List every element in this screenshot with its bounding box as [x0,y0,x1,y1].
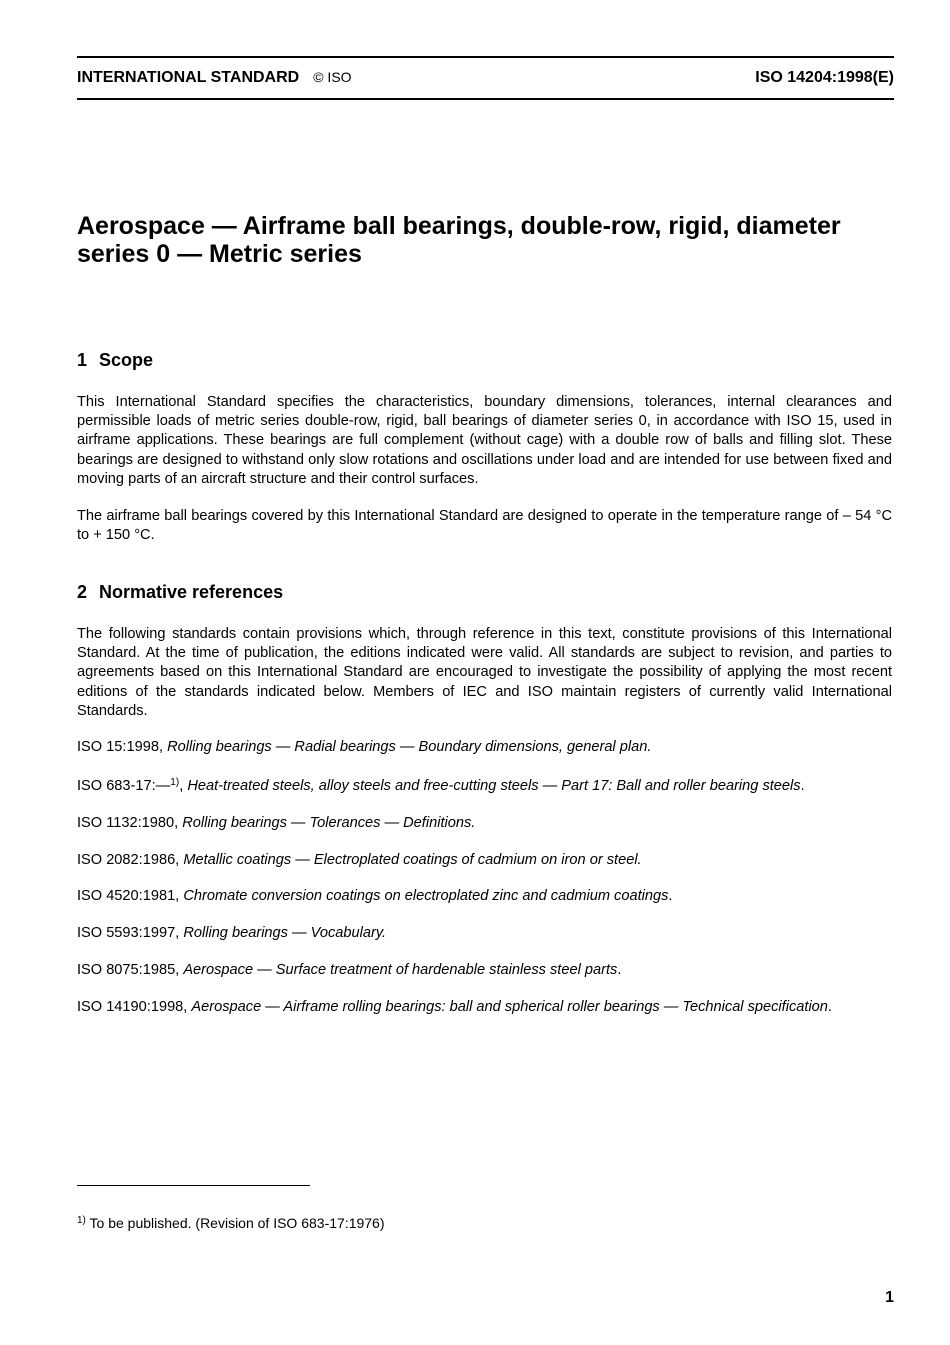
copyright-notice: © ISO [313,69,352,85]
footnote-mark: 1) [77,1215,86,1226]
reference-code: ISO 683-17:— [77,778,171,794]
reference-item [77,738,892,757]
reference-item [77,924,892,943]
reference-title: Aerospace — Airframe rolling bearings: ball and spherical roller bearings — Technical specification [191,999,828,1015]
reference-code: ISO 1132:1980, [77,815,179,831]
document-number: ISO 14204:1998(E) [755,69,894,86]
section-heading-normative-references [77,582,283,603]
section-heading-scope [77,350,153,371]
reference-end: . [800,778,805,794]
section-title: Normative references [99,582,284,602]
reference-end: . [617,962,622,978]
reference-title: Aerospace — Surface treatment of hardenable stainless steel parts [183,962,618,978]
reference-item [77,961,892,980]
page-header [77,69,894,91]
reference-code: ISO 15:1998, [77,739,164,755]
footnote-mark: 1) [170,777,180,788]
header-top-rule [77,56,894,58]
reference-item [77,887,892,906]
reference-item [77,998,892,1017]
reference-title: Heat-treated steels, alloy steels and free-cutting steels — Part 17: Ball and roller bearing steels [187,778,801,794]
reference-title: Rolling bearings — Vocabulary. [183,925,387,941]
reference-separator: , [179,778,184,794]
normative-intro-paragraph: The following standards contain provisions which, through reference in this text, constitute provisions of this International Standard. At the time of publication, the editions indicated were valid. All standards are subject to revision, and parties to agreements based on this International Standard are encouraged to investigate the possibility of applying the most recent editions of the standards indicated below. Members of IEC and ISO maintain registers of currently valid International Standards. [77,626,892,719]
document-title: Aerospace — Airframe ball bearings, double-row, rigid, diameter series 0 — Metric series [77,212,841,268]
scope-paragraph-2: The airframe ball bearings covered by this International Standard are designed to operate in the temperature range of – 54 °C to + 150 °C. [77,508,892,544]
reference-code: ISO 5593:1997, [77,925,180,941]
footnote-rule [77,1185,310,1186]
footnote-text: To be published. (Revision of ISO 683-17:1976) [89,1215,385,1231]
reference-title: Rolling bearings — Radial bearings — Boundary dimensions, general plan. [167,739,652,755]
scope-paragraph-1: This International Standard specifies the characteristics, boundary dimensions, tolerances, internal clearances and permissible loads of metric series double-row, rigid, ball bearings of diameter series 0, in accordance with ISO 15, used in airframe applications. These bearings are full complement (without cage) with a double row of balls and filling slot. These bearings are designed to withstand only slow rotations and oscillations under load and are intended for use between fixed and moving parts of an aircraft structure and their control surfaces. [77,394,892,487]
reference-title: Chromate conversion coatings on electroplated zinc and cadmium coatings [183,888,669,904]
reference-code: ISO 2082:1986, [77,852,180,868]
section-number: 1 [77,350,88,370]
header-left [77,69,352,87]
reference-item [77,814,892,833]
footnote [77,1215,385,1231]
reference-title: Rolling bearings — Tolerances — Definitions. [182,815,476,831]
reference-item [77,777,892,796]
document-page [77,0,894,1345]
reference-code: ISO 4520:1981, [77,888,180,904]
document-type: INTERNATIONAL STANDARD [77,69,300,86]
reference-code: ISO 14190:1998, [77,999,188,1015]
reference-title: Metallic coatings — Electroplated coatings of cadmium on iron or steel. [183,852,642,868]
header-bottom-rule [77,98,894,100]
page-number: 1 [885,1289,894,1306]
section-number: 2 [77,582,88,602]
section-title: Scope [99,350,154,370]
reference-code: ISO 8075:1985, [77,962,180,978]
reference-end: . [827,999,832,1015]
reference-item [77,851,892,870]
reference-end: . [668,888,673,904]
